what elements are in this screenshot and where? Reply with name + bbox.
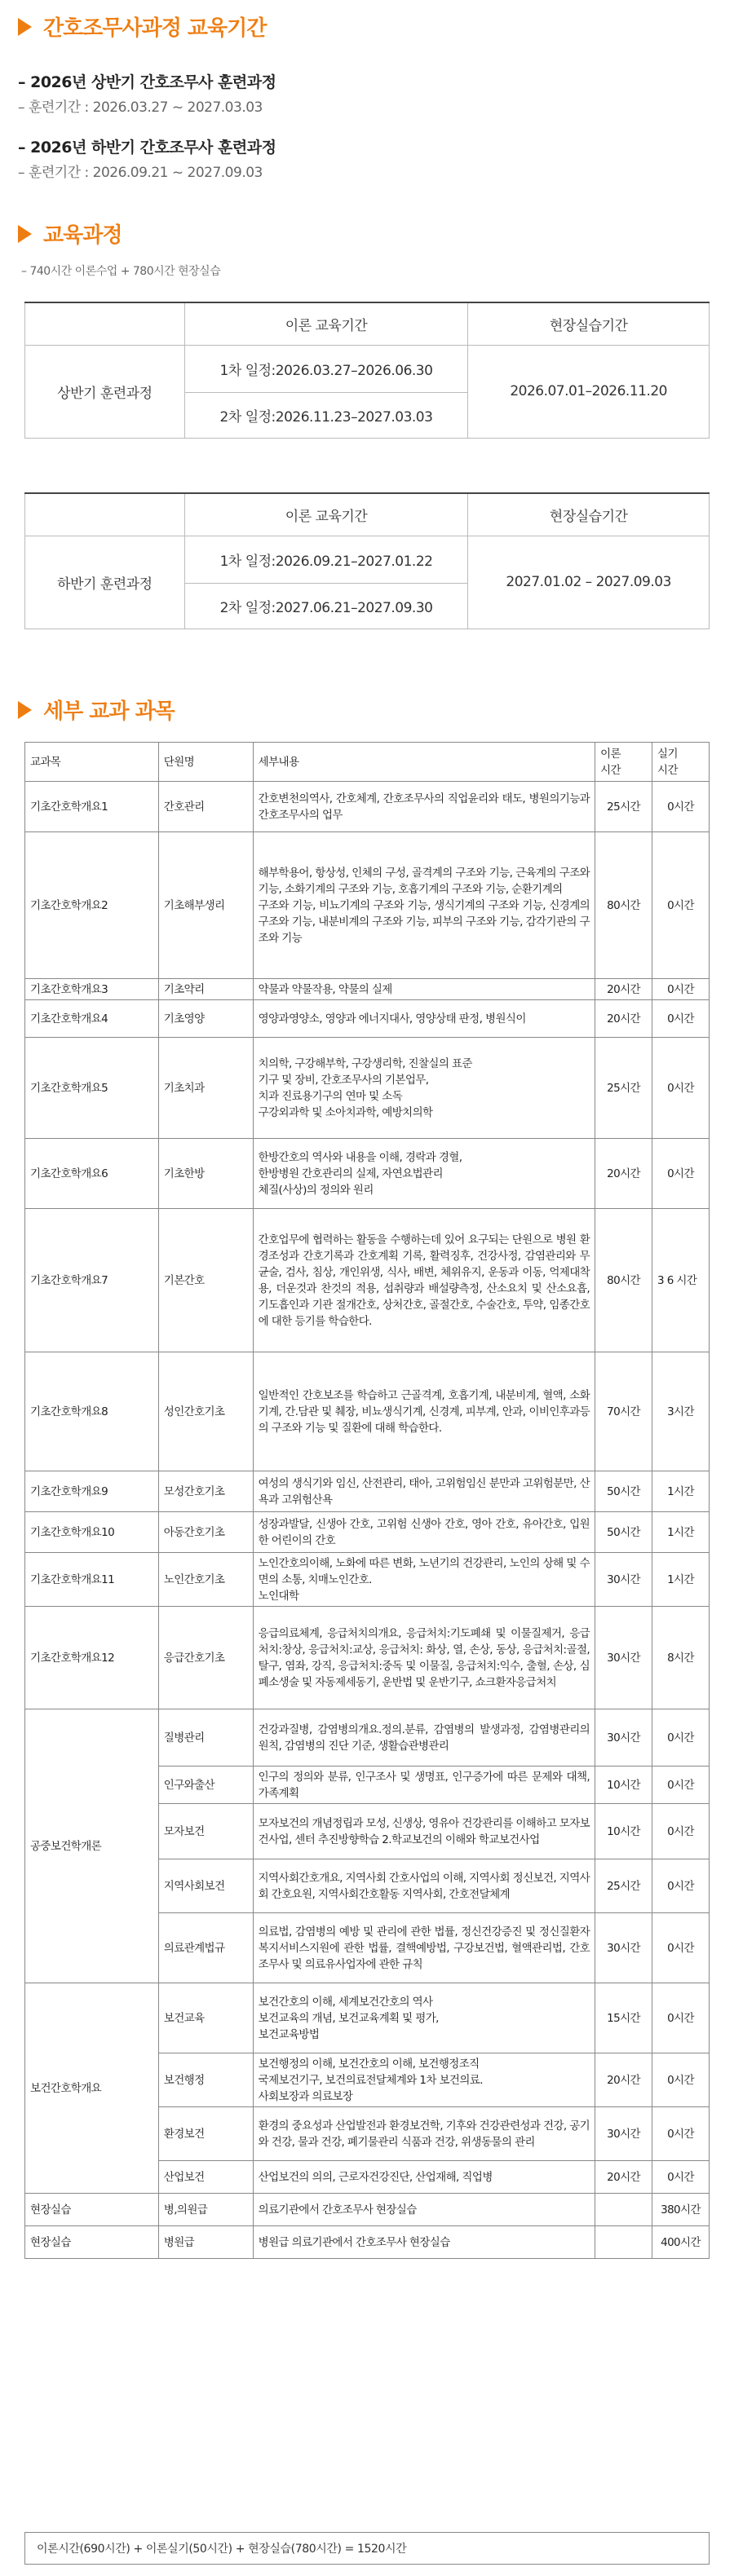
row-subject: 기초간호학개요7 bbox=[25, 1209, 159, 1352]
row-content: 보건간호의 이해, 세계보건간호의 역사 보건교육의 개념, 보건교육계획 및 평가, 보건교육방법 bbox=[253, 1983, 595, 2053]
row-theory: 70시간 bbox=[595, 1352, 652, 1471]
table-row bbox=[25, 2194, 710, 2226]
row-theory: 50시간 bbox=[595, 1512, 652, 1553]
table-row bbox=[25, 1709, 710, 1767]
row-content: 환경의 중요성과 산업발전과 환경보건학, 기후와 건강관련성과 건강, 공기와 건강, 물과 건강, 폐기물관리 식품과 건강, 위생동물의 관리 bbox=[253, 2107, 595, 2161]
row-content: 의료법, 감염병의 예방 및 관리에 관한 법률, 정신건강증진 및 정신질환자 복지서비스지원에 관한 법률, 결핵예방법, 구강보건법, 혈액관리법, 간호조무사 및 의료유사업자에 관한 규칙 bbox=[253, 1913, 595, 1983]
row-unit: 기본간호 bbox=[158, 1209, 253, 1352]
row-theory: 30시간 bbox=[595, 1913, 652, 1983]
row-practice: 0시간 bbox=[652, 2107, 710, 2161]
table-row bbox=[25, 1038, 710, 1139]
row-subject: 현장실습 bbox=[25, 2226, 159, 2259]
row-practice: 0시간 bbox=[652, 1767, 710, 1804]
course-title-text: 교육과정 bbox=[43, 223, 122, 248]
row-practice: 0시간 bbox=[652, 832, 710, 979]
row-subject: 공중보건학개론 bbox=[25, 1709, 159, 1983]
row-unit: 모성간호기초 bbox=[158, 1471, 253, 1512]
period-item-sub: – 훈련기간 : 2026.09.21 ~ 2027.09.03 bbox=[18, 165, 263, 181]
row-theory bbox=[595, 2226, 652, 2259]
summary-text: 이론시간(690시간) + 이론실기(50시간) + 현장실습(780시간) = 1520시간 bbox=[37, 2543, 407, 2556]
row-unit: 기초한방 bbox=[158, 1139, 253, 1209]
row-unit: 산업보건 bbox=[158, 2161, 253, 2194]
table-row bbox=[25, 1209, 710, 1352]
row-practice: 0시간 bbox=[652, 1000, 710, 1038]
row-practice: 3 6 시간 bbox=[652, 1209, 710, 1352]
row-practice: 0시간 bbox=[652, 1709, 710, 1767]
row-unit: 보건교육 bbox=[158, 1983, 253, 2053]
table-row bbox=[25, 2226, 710, 2259]
row-practice: 0시간 bbox=[652, 2053, 710, 2107]
course-practice-period: 2026.07.01–2026.11.20 bbox=[468, 345, 710, 438]
row-content: 노인간호의이해, 노화에 따른 변화, 노년기의 건강관리, 노인의 상해 및 수면의 소통, 치매노인간호. 노인대학 bbox=[253, 1553, 595, 1607]
row-theory: 25시간 bbox=[595, 1038, 652, 1139]
row-subject: 기초간호학개요2 bbox=[25, 832, 159, 979]
row-theory: 20시간 bbox=[595, 2053, 652, 2107]
detail-title-text: 세부 교과 과목 bbox=[43, 699, 175, 724]
header-theory: 이론 시간 bbox=[595, 743, 652, 782]
row-subject: 기초간호학개요11 bbox=[25, 1553, 159, 1607]
row-content: 간호변천의역사, 간호체계, 간호조무사의 직업윤리와 태도, 병원의기능과 간호조무사의 업무 bbox=[253, 782, 595, 832]
row-content: 의료기관에서 간호조무사 현장실습 bbox=[253, 2194, 595, 2226]
row-theory: 50시간 bbox=[595, 1471, 652, 1512]
detail-table bbox=[24, 742, 710, 2259]
row-practice: 8시간 bbox=[652, 1607, 710, 1709]
table-row bbox=[25, 782, 710, 832]
row-theory: 30시간 bbox=[595, 2107, 652, 2161]
row-content: 응급의료체계, 응급처치의개요, 응급처치:기도폐쇄 및 이물질제거, 응급처치:창상, 응급처치:교상, 응급처치: 화상, 열, 손상, 동상, 응급처치:골절, 탈구, 염좌, 강직, 응급처치:중독 및 이물질, 응급처치:익수, 출혈, 손상, 심폐소생술 및 자동제세동기, 운반법 및 운반기구, 쇼크환자응급처치 bbox=[253, 1607, 595, 1709]
table-row bbox=[25, 1983, 710, 2053]
row-theory: 25시간 bbox=[595, 782, 652, 832]
course-label: 상반기 훈련과정 bbox=[25, 345, 185, 438]
row-content: 간호업무에 협력하는 활동을 수행하는데 있어 요구되는 단원으로 병원 환경조성과 간호기록과 간호계획 기록, 활력징후, 건강사정, 감염관리와 무균술, 검사, 침상, 개인위생, 식사, 배변, 체위유지, 운동과 이동, 억제대착용, 더운것과 찬것의 적용, 섭취량과 배설량측정, 산소요치 및 산소요흡, 기도흡인과 기관 절개간호, 상처간호, 골절간호, 수술간호, 투약, 임종간호에 대한 등기를 학습한다. bbox=[253, 1209, 595, 1352]
row-content: 영양과영양소, 영양과 에너지대사, 영양상태 판정, 병원식이 bbox=[253, 1000, 595, 1038]
row-theory bbox=[595, 2194, 652, 2226]
table-row bbox=[25, 1607, 710, 1709]
course-table-second-half bbox=[24, 492, 710, 629]
row-practice: 0시간 bbox=[652, 1038, 710, 1139]
triangle-bullet-icon bbox=[18, 18, 32, 36]
row-practice: 0시간 bbox=[652, 1804, 710, 1859]
row-unit: 병,의원급 bbox=[158, 2194, 253, 2226]
row-unit: 아동간호기초 bbox=[158, 1512, 253, 1553]
triangle-bullet-icon bbox=[18, 701, 32, 719]
row-theory: 20시간 bbox=[595, 2161, 652, 2194]
row-theory: 30시간 bbox=[595, 1607, 652, 1709]
row-subject: 현장실습 bbox=[25, 2194, 159, 2226]
row-practice: 0시간 bbox=[652, 1913, 710, 1983]
period-item-head: – 2026년 하반기 간호조무사 훈련과정 bbox=[18, 139, 276, 157]
row-theory: 80시간 bbox=[595, 1209, 652, 1352]
row-practice: 0시간 bbox=[652, 2161, 710, 2194]
row-subject: 기초간호학개요12 bbox=[25, 1607, 159, 1709]
detail-section-title bbox=[15, 695, 175, 725]
detail-body bbox=[25, 782, 710, 2259]
row-subject: 기초간호학개요3 bbox=[25, 979, 159, 1000]
row-theory: 30시간 bbox=[595, 1553, 652, 1607]
row-subject: 기초간호학개요9 bbox=[25, 1471, 159, 1512]
row-practice: 0시간 bbox=[652, 1139, 710, 1209]
summary-box bbox=[24, 2532, 710, 2565]
course-note: – 740시간 이론수업 + 780시간 현장실습 bbox=[21, 265, 221, 278]
row-content: 지역사회간호개요, 지역사회 간호사업의 이해, 지역사회 정신보건, 지역사회 간호요원, 지역사회간호활동 지역사회, 간호전달체계 bbox=[253, 1859, 595, 1913]
row-subject: 기초간호학개요5 bbox=[25, 1038, 159, 1139]
row-content: 건강과질병, 감염병의개요.정의.분류, 감염병의 발생과정, 감염병관리의 원칙, 감염병의 진단 기준, 생활습관병관리 bbox=[253, 1709, 595, 1767]
row-subject: 기초간호학개요10 bbox=[25, 1512, 159, 1553]
table-row bbox=[25, 1139, 710, 1209]
row-unit: 노인간호기초 bbox=[158, 1553, 253, 1607]
row-practice: 1시간 bbox=[652, 1512, 710, 1553]
row-theory: 80시간 bbox=[595, 832, 652, 979]
row-unit: 병원급 bbox=[158, 2226, 253, 2259]
table-header-edu: 이론 교육기간 bbox=[184, 493, 468, 536]
row-unit: 기초해부생리 bbox=[158, 832, 253, 979]
course-practice-period: 2027.01.02 – 2027.09.03 bbox=[468, 536, 710, 629]
row-theory: 25시간 bbox=[595, 1859, 652, 1913]
period-title-text: 간호조무사과정 교육기간 bbox=[43, 16, 267, 41]
row-unit: 지역사회보건 bbox=[158, 1859, 253, 1913]
row-content: 병원급 의료기관에서 간호조무사 현장실습 bbox=[253, 2226, 595, 2259]
row-practice: 0시간 bbox=[652, 1983, 710, 2053]
period-item-2 bbox=[15, 135, 276, 181]
triangle-bullet-icon bbox=[18, 225, 32, 243]
course-second-schedule: 2차 일정:2027.06.21–2027.09.30 bbox=[184, 583, 468, 629]
course-first-schedule: 1차 일정:2026.03.27–2026.06.30 bbox=[184, 345, 468, 392]
row-theory: 10시간 bbox=[595, 1804, 652, 1859]
table-row bbox=[25, 1471, 710, 1512]
row-unit: 기초치과 bbox=[158, 1038, 253, 1139]
header-content: 세부내용 bbox=[253, 743, 595, 782]
row-theory: 30시간 bbox=[595, 1709, 652, 1767]
row-practice: 400시간 bbox=[652, 2226, 710, 2259]
row-subject: 기초간호학개요6 bbox=[25, 1139, 159, 1209]
table-row bbox=[25, 979, 710, 1000]
table-row bbox=[25, 832, 710, 979]
row-content: 약물과 약물작용, 약물의 실제 bbox=[253, 979, 595, 1000]
period-item-sub: – 훈련기간 : 2026.03.27 ~ 2027.03.03 bbox=[18, 99, 263, 116]
period-item-1 bbox=[15, 70, 276, 116]
row-content: 보건행정의 이해, 보건간호의 이해, 보건행정조직 국제보건기구, 보건의료전달체계와 1차 보건의료. 사회보장과 의료보장 bbox=[253, 2053, 595, 2107]
table-header-practice: 현장실습기간 bbox=[468, 302, 710, 345]
header-unit: 단원명 bbox=[158, 743, 253, 782]
table-header-edu: 이론 교육기간 bbox=[184, 302, 468, 345]
row-content: 치의학, 구강해부학, 구강생리학, 진찰실의 표준 기구 및 장비, 간호조무사의 기본업무, 치과 진료용기구의 연마 및 소독 구강외과학 및 소아치과학, 예방치의학 bbox=[253, 1038, 595, 1139]
row-practice: 1시간 bbox=[652, 1553, 710, 1607]
row-unit: 환경보건 bbox=[158, 2107, 253, 2161]
row-theory: 20시간 bbox=[595, 979, 652, 1000]
table-row bbox=[25, 1512, 710, 1553]
row-theory: 20시간 bbox=[595, 1000, 652, 1038]
row-unit: 기초영양 bbox=[158, 1000, 253, 1038]
period-section-title bbox=[15, 11, 266, 42]
header-subject: 교과목 bbox=[25, 743, 159, 782]
row-content: 해부학용어, 항상성, 인체의 구성, 골격계의 구조와 기능, 근육계의 구조와 기능, 소화기계의 구조와 기능, 호흡기계의 구조와 기능, 순환기계의 구조와 기능, 비뇨기계의 구조와 기능, 생식기계의 구조와 기능, 신경계의 구조와 기능, 내분비계의 구조와 기능, 피부의 구조와 기능, 감각기관의 구조와 기능 bbox=[253, 832, 595, 979]
table-header-empty bbox=[25, 302, 185, 345]
row-unit: 성인간호기초 bbox=[158, 1352, 253, 1471]
table-row bbox=[25, 1000, 710, 1038]
row-unit: 간호관리 bbox=[158, 782, 253, 832]
table-header-practice: 현장실습기간 bbox=[468, 493, 710, 536]
table-row bbox=[25, 1553, 710, 1607]
row-unit: 의료관계법규 bbox=[158, 1913, 253, 1983]
row-unit: 인구와출산 bbox=[158, 1767, 253, 1804]
header-practice: 실기 시간 bbox=[652, 743, 710, 782]
row-unit: 모자보건 bbox=[158, 1804, 253, 1859]
row-theory: 10시간 bbox=[595, 1767, 652, 1804]
row-unit: 질병관리 bbox=[158, 1709, 253, 1767]
row-content: 인구의 정의와 분류, 인구조사 및 생명표, 인구증가에 따른 문제와 대책, 가족계획 bbox=[253, 1767, 595, 1804]
row-practice: 0시간 bbox=[652, 782, 710, 832]
course-label: 하반기 훈련과정 bbox=[25, 536, 185, 629]
course-first-schedule: 1차 일정:2026.09.21–2027.01.22 bbox=[184, 536, 468, 583]
row-unit: 보건행정 bbox=[158, 2053, 253, 2107]
row-unit: 응급간호기초 bbox=[158, 1607, 253, 1709]
course-section-title bbox=[15, 218, 122, 249]
row-content: 산업보건의 의의, 근로자건강진단, 산업재해, 직업병 bbox=[253, 2161, 595, 2194]
row-content: 여성의 생식기와 임신, 산전관리, 태아, 고위험임신 분만과 고위험분만, 산욕과 고위험산욕 bbox=[253, 1471, 595, 1512]
row-subject: 보건간호학개요 bbox=[25, 1983, 159, 2194]
row-content: 한방간호의 역사와 내용을 이해, 경락과 경혈, 한방병원 간호관리의 실제, 자연요법관리 체질(사상)의 정의와 원리 bbox=[253, 1139, 595, 1209]
row-theory: 20시간 bbox=[595, 1139, 652, 1209]
row-subject: 기초간호학개요8 bbox=[25, 1352, 159, 1471]
course-second-schedule: 2차 일정:2026.11.23–2027.03.03 bbox=[184, 392, 468, 438]
row-unit: 기초약리 bbox=[158, 979, 253, 1000]
period-item-head: – 2026년 상반기 간호조무사 훈련과정 bbox=[18, 73, 276, 91]
row-practice: 0시간 bbox=[652, 979, 710, 1000]
row-content: 성장과발달, 신생아 간호, 고위험 신생아 간호, 영아 간호, 유아간호, 입원한 어린이의 간호 bbox=[253, 1512, 595, 1553]
row-content: 모자보건의 개념정립과 모성, 신생상, 영유아 건강관리를 이해하고 모자보건사업, 센터 추진방향학습 2.학교보건의 이해와 학교보건사업 bbox=[253, 1804, 595, 1859]
course-table-first-half bbox=[24, 302, 710, 439]
table-header-empty bbox=[25, 493, 185, 536]
row-practice: 0시간 bbox=[652, 1859, 710, 1913]
row-practice: 380시간 bbox=[652, 2194, 710, 2226]
row-practice: 1시간 bbox=[652, 1471, 710, 1512]
row-subject: 기초간호학개요4 bbox=[25, 1000, 159, 1038]
row-subject: 기초간호학개요1 bbox=[25, 782, 159, 832]
row-theory: 15시간 bbox=[595, 1983, 652, 2053]
row-practice: 3시간 bbox=[652, 1352, 710, 1471]
row-content: 일반적인 간호보조를 학습하고 근골격계, 호흡기계, 내분비계, 혈액, 소화기계, 간.담관 및 췌장, 비뇨생식기계, 신경계, 피부계, 안과, 이비인후과등의 구조와 기능 및 질환에 대해 학습한다. bbox=[253, 1352, 595, 1471]
table-row bbox=[25, 1352, 710, 1471]
